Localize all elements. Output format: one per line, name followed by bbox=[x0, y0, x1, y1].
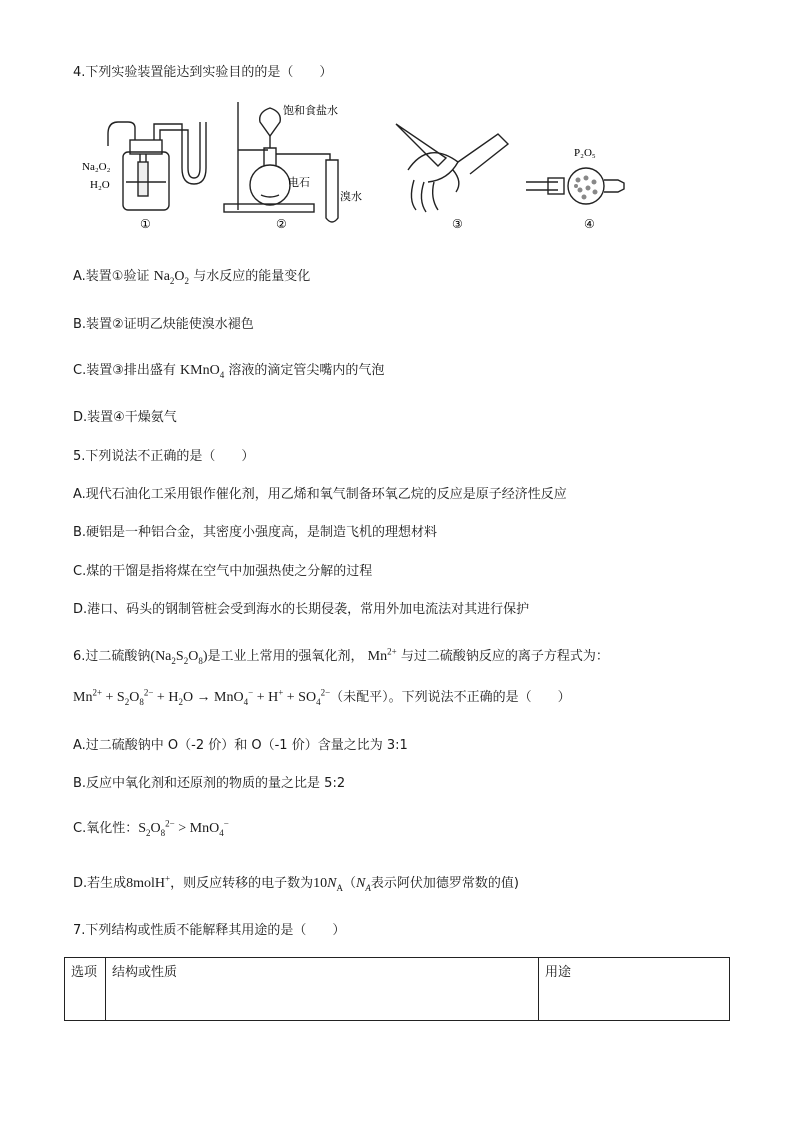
q6-option-c: C.氧化性：$S_2O_8^{2-} > MnO_4^-$ bbox=[73, 818, 229, 838]
apparatus-3 bbox=[396, 124, 508, 212]
q4-apparatus-figures bbox=[78, 100, 638, 240]
q5-option-c: C.煤的干馏是指将煤在空气中加强热使之分解的过程 bbox=[73, 564, 373, 579]
q6-stem: 6.过二硫酸钠$(Na_2S_2O_8)$是工业上常用的强氧化剂， $Mn^{2+}$ 与过二硫酸钠反应的离子方程式为： bbox=[73, 646, 609, 666]
label-p2o5: P₂O₅ bbox=[574, 147, 596, 159]
label-4: ④ bbox=[584, 217, 595, 231]
formula-10na: $10N_A$ bbox=[313, 876, 343, 893]
formula-na2o2: $Na_2O_2$ bbox=[153, 269, 190, 286]
header-use: 用途 bbox=[539, 958, 730, 1021]
ionic-equation: $Mn^{2+} + S_2O_8^{2-} + H_2O \to MnO_4^- + H^+ + SO_4^{2-}$ bbox=[73, 687, 331, 707]
q5-stem: 5.下列说法不正确的是（ ） bbox=[73, 449, 255, 464]
header-structure-property: 结构或性质 bbox=[106, 958, 539, 1021]
q6-option-b: B.反应中氧化剂和还原剂的物质的量之比是 5:2 bbox=[73, 776, 346, 791]
label-2: ② bbox=[276, 217, 287, 231]
formula-na: $N_A$ bbox=[356, 876, 371, 893]
label-1: ① bbox=[140, 217, 151, 231]
label-salt-water: 饱和食盐水 bbox=[283, 104, 338, 117]
q6-equation: $Mn^{2+} + S_2O_8^{2-} + H_2O \to MnO_4^- + H^+ + SO_4^{2-}$（未配平）。下列说法不正确的是（ ） bbox=[73, 687, 571, 707]
q6-option-d: D.若生成8molH+，则反应转移的电子数为$10N_A(N_A$表示阿伏加德罗常数的值) bbox=[73, 873, 519, 893]
formula-na2s2o8: $(Na_2S_2O_8)$ bbox=[150, 649, 208, 666]
formula-8molh: 8molH+ bbox=[126, 873, 171, 891]
header-option: 选项 bbox=[65, 958, 106, 1021]
q5-option-d: D.港口、码头的钢制管桩会受到海水的长期侵袭，常用外加电流法对其进行保护 bbox=[73, 602, 530, 617]
formula-kmno4: KMnO$_4$ bbox=[180, 363, 225, 380]
label-3: ③ bbox=[452, 217, 463, 231]
oxidizer-comparison: $S_2O_8^{2-} > MnO_4^-$ bbox=[138, 818, 229, 838]
q4-option-c: C.装置③排出盛有 KMnO$_4$ 溶液的滴定管尖嘴内的气泡 bbox=[73, 363, 385, 380]
q4-stem: 4.下列实验装置能达到实验目的的是（ ） bbox=[73, 65, 333, 80]
apparatus-1 bbox=[108, 122, 206, 210]
q6-option-a: A.过二硫酸钠中 O（-2 价）和 O（-1 价）含量之比为 3:1 bbox=[73, 738, 408, 753]
q4-option-d: D.装置④干燥氨气 bbox=[73, 410, 177, 425]
formula-mn2plus: $Mn^{2+}$ bbox=[367, 646, 397, 664]
q7-table bbox=[64, 957, 730, 1021]
label-h2o: H₂O bbox=[90, 179, 110, 191]
apparatus-2 bbox=[224, 102, 338, 222]
q5-option-a: A.现代石油化工采用银作催化剂，用乙烯和氧气制备环氧乙烷的反应是原子经济性反应 bbox=[73, 487, 567, 502]
desiccant-granules bbox=[574, 176, 598, 200]
table-row bbox=[65, 958, 730, 1021]
q4-option-b: B.装置②证明乙炔能使溴水褪色 bbox=[73, 317, 254, 332]
q7-stem: 7.下列结构或性质不能解释其用途的是（ ） bbox=[73, 923, 346, 938]
label-bromine-water: 溴水 bbox=[340, 190, 362, 203]
label-na2o2: Na₂O₂ bbox=[82, 161, 111, 173]
q5-option-b: B.硬铝是一种铝合金，其密度小强度高，是制造飞机的理想材料 bbox=[73, 525, 438, 540]
label-carbide: 电石 bbox=[288, 176, 310, 189]
q4-option-a: A.装置①验证 $Na_2O_2$ 与水反应的能量变化 bbox=[73, 269, 311, 286]
